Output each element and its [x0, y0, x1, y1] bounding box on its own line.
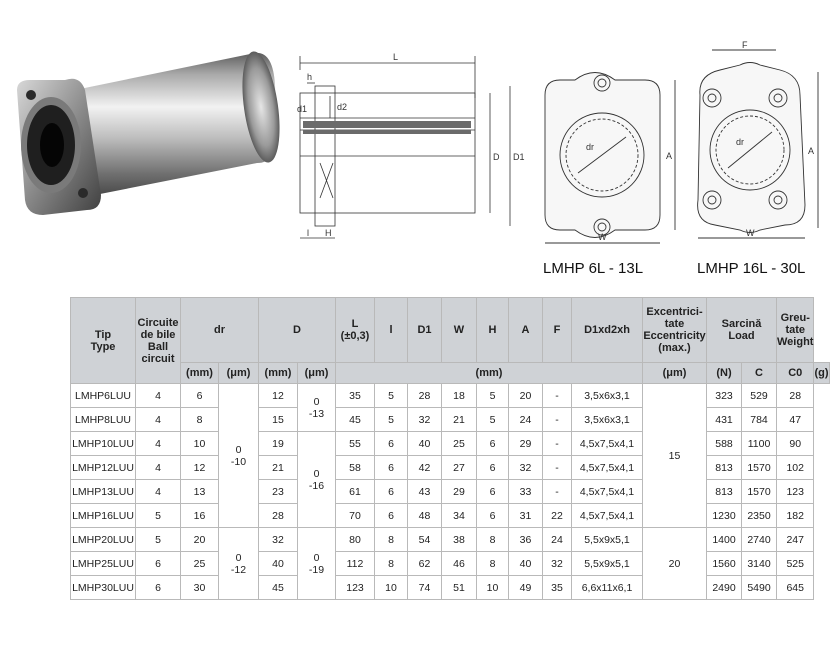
- cell-D1: 42: [408, 456, 442, 480]
- cell-C0: 5490: [742, 576, 777, 600]
- cell-dr: 8: [181, 408, 219, 432]
- unit-dr-mm: (mm): [181, 363, 219, 384]
- cell-circuit: 6: [136, 576, 181, 600]
- cell-W: 27: [442, 456, 477, 480]
- unit-load-n: (N): [707, 363, 742, 384]
- cell-type: LMHP30LUU: [71, 576, 136, 600]
- cell-W: 25: [442, 432, 477, 456]
- cell-F: 32: [543, 552, 572, 576]
- cell-dr: 6: [181, 384, 219, 408]
- cell-A: 33: [509, 480, 543, 504]
- cell-W: 29: [442, 480, 477, 504]
- cell-weight: 645: [777, 576, 814, 600]
- cell-F: -: [543, 384, 572, 408]
- cell-H: 8: [477, 528, 509, 552]
- dim-D: D: [493, 152, 500, 162]
- cell-weight: 247: [777, 528, 814, 552]
- cell-D: 23: [259, 480, 298, 504]
- dim-dr: dr: [736, 137, 745, 147]
- dim-h: h: [307, 72, 313, 82]
- header-W: W: [442, 298, 477, 363]
- dim-W: W: [746, 228, 755, 238]
- cell-D: 45: [259, 576, 298, 600]
- header-L: L (±0,3): [336, 298, 375, 363]
- dim-dr: dr: [586, 142, 595, 152]
- dim-H: H: [325, 228, 332, 238]
- cell-type: LMHP12LUU: [71, 456, 136, 480]
- cell-A: 36: [509, 528, 543, 552]
- cell-d: 4,5x7,5x4,1: [572, 456, 643, 480]
- cell-D1: 48: [408, 504, 442, 528]
- cell-type: LMHP8LUU: [71, 408, 136, 432]
- specs-table: [70, 297, 830, 600]
- cell-C0: 3140: [742, 552, 777, 576]
- caption-lmhp-16l-30l: LMHP 16L - 30L: [697, 260, 806, 277]
- cell-weight: 90: [777, 432, 814, 456]
- cell-C0: 529: [742, 384, 777, 408]
- cell-d: 4,5x7,5x4,1: [572, 480, 643, 504]
- cell-A: 29: [509, 432, 543, 456]
- cell-C: 813: [707, 456, 742, 480]
- header-dr: dr: [181, 298, 259, 363]
- cell-C0: 2740: [742, 528, 777, 552]
- header-C0: C0: [777, 363, 814, 384]
- cell-C: 588: [707, 432, 742, 456]
- cell-C: 2490: [707, 576, 742, 600]
- cell-dr: 16: [181, 504, 219, 528]
- cell-eccentricity: 15: [643, 384, 707, 528]
- cell-C0: 2350: [742, 504, 777, 528]
- flange-hole: [26, 90, 36, 100]
- dim-A: A: [808, 146, 815, 156]
- header-D1xd2xh: D1xd2xh: [572, 298, 643, 363]
- cell-D: 15: [259, 408, 298, 432]
- cell-L: 80: [336, 528, 375, 552]
- front-view-large: [690, 40, 830, 240]
- cell-D1: 40: [408, 432, 442, 456]
- header-load: Sarcină Load: [707, 298, 777, 363]
- cell-W: 46: [442, 552, 477, 576]
- table-row: [71, 480, 830, 504]
- cell-H: 10: [477, 576, 509, 600]
- cell-dr: 12: [181, 456, 219, 480]
- cell-W: 21: [442, 408, 477, 432]
- header-ball-circuit: Circuite de bile Ball circuit: [136, 298, 181, 384]
- product-photo: [5, 45, 285, 260]
- cell-type: LMHP20LUU: [71, 528, 136, 552]
- header-F: F: [543, 298, 572, 363]
- cell-circuit: 4: [136, 432, 181, 456]
- cell-C: 431: [707, 408, 742, 432]
- cell-l: 6: [375, 456, 408, 480]
- header-type: Tip Type: [71, 298, 136, 384]
- cell-weight: 28: [777, 384, 814, 408]
- cell-W: 51: [442, 576, 477, 600]
- cell-D1: 43: [408, 480, 442, 504]
- cell-W: 34: [442, 504, 477, 528]
- dim-A: A: [666, 151, 673, 161]
- cell-dr: 30: [181, 576, 219, 600]
- cell-H: 5: [477, 408, 509, 432]
- table-row: [71, 504, 830, 528]
- cell-F: 35: [543, 576, 572, 600]
- cell-A: 40: [509, 552, 543, 576]
- cell-H: 6: [477, 480, 509, 504]
- cell-A: 32: [509, 456, 543, 480]
- cell-D: 21: [259, 456, 298, 480]
- cell-d: 5,5x9x5,1: [572, 552, 643, 576]
- cell-d: 3,5x6x3,1: [572, 384, 643, 408]
- cell-l: 6: [375, 432, 408, 456]
- cell-weight: 123: [777, 480, 814, 504]
- cell-L: 58: [336, 456, 375, 480]
- cell-dr: 20: [181, 528, 219, 552]
- cell-D-tolerance: 0 -19: [298, 528, 336, 600]
- cell-D: 40: [259, 552, 298, 576]
- flange-hole: [78, 188, 88, 198]
- cell-W: 18: [442, 384, 477, 408]
- cell-type: LMHP13LUU: [71, 480, 136, 504]
- cell-F: -: [543, 456, 572, 480]
- cell-D-tolerance: 0 -13: [298, 384, 336, 432]
- cell-L: 123: [336, 576, 375, 600]
- cell-l: 6: [375, 480, 408, 504]
- unit-ecc-um: (μm): [643, 363, 707, 384]
- side-section-drawing: [285, 48, 525, 248]
- cell-D1: 62: [408, 552, 442, 576]
- dim-d1: d1: [297, 104, 308, 114]
- header-weight: Greu- tate Weight: [777, 298, 814, 363]
- cell-C: 323: [707, 384, 742, 408]
- cell-H: 5: [477, 384, 509, 408]
- cell-F: -: [543, 408, 572, 432]
- table-row: [71, 432, 830, 456]
- cell-type: LMHP10LUU: [71, 432, 136, 456]
- cell-circuit: 4: [136, 456, 181, 480]
- bearing-bore: [40, 123, 64, 167]
- dim-F: F: [742, 40, 748, 50]
- dim-W: W: [598, 232, 607, 242]
- cell-D: 28: [259, 504, 298, 528]
- cell-C: 1230: [707, 504, 742, 528]
- cell-A: 20: [509, 384, 543, 408]
- cell-L: 70: [336, 504, 375, 528]
- cell-D: 19: [259, 432, 298, 456]
- cell-C: 1560: [707, 552, 742, 576]
- cell-d: 3,5x6x3,1: [572, 408, 643, 432]
- table-row: [71, 552, 830, 576]
- cell-D1: 28: [408, 384, 442, 408]
- cell-d: 4,5x7,5x4,1: [572, 432, 643, 456]
- dim-l: l: [307, 228, 309, 238]
- cell-D: 32: [259, 528, 298, 552]
- cell-L: 35: [336, 384, 375, 408]
- cell-F: 24: [543, 528, 572, 552]
- cell-dr: 10: [181, 432, 219, 456]
- header-D: D: [259, 298, 336, 363]
- cell-l: 8: [375, 528, 408, 552]
- header-l: l: [375, 298, 408, 363]
- cell-F: -: [543, 432, 572, 456]
- cell-weight: 525: [777, 552, 814, 576]
- cell-eccentricity: 20: [643, 528, 707, 600]
- cell-H: 6: [477, 432, 509, 456]
- cell-C0: 784: [742, 408, 777, 432]
- cell-C0: 1570: [742, 480, 777, 504]
- cell-L: 55: [336, 432, 375, 456]
- cell-l: 8: [375, 552, 408, 576]
- table-row: [71, 528, 830, 552]
- cell-dr-tolerance: 0 -12: [219, 528, 259, 600]
- cell-circuit: 6: [136, 552, 181, 576]
- cell-weight: 47: [777, 408, 814, 432]
- dim-L: L: [393, 52, 399, 62]
- unit-weight-g: (g): [814, 363, 829, 384]
- cell-type: LMHP6LUU: [71, 384, 136, 408]
- cell-d: 5,5x9x5,1: [572, 528, 643, 552]
- cell-C: 813: [707, 480, 742, 504]
- caption-lmhp-6l-13l: LMHP 6L - 13L: [543, 260, 644, 277]
- cell-H: 6: [477, 456, 509, 480]
- cell-H: 6: [477, 504, 509, 528]
- header-H: H: [477, 298, 509, 363]
- cell-weight: 102: [777, 456, 814, 480]
- cell-type: LMHP16LUU: [71, 504, 136, 528]
- unit-D-um: (μm): [298, 363, 336, 384]
- cell-D1: 74: [408, 576, 442, 600]
- table-row: [71, 576, 830, 600]
- table-row: [71, 384, 830, 408]
- cell-L: 45: [336, 408, 375, 432]
- cell-A: 24: [509, 408, 543, 432]
- cell-dr: 13: [181, 480, 219, 504]
- unit-dims-mm: (mm): [336, 363, 643, 384]
- cell-W: 38: [442, 528, 477, 552]
- cell-circuit: 5: [136, 504, 181, 528]
- cell-D: 12: [259, 384, 298, 408]
- header-C: C: [742, 363, 777, 384]
- cell-D1: 32: [408, 408, 442, 432]
- cell-d: 6,6x11x6,1: [572, 576, 643, 600]
- table-row: [71, 456, 830, 480]
- cell-weight: 182: [777, 504, 814, 528]
- cell-A: 31: [509, 504, 543, 528]
- cell-type: LMHP25LUU: [71, 552, 136, 576]
- figure-area: [0, 0, 833, 290]
- header-D1: D1: [408, 298, 442, 363]
- cell-circuit: 4: [136, 480, 181, 504]
- unit-dr-um: (μm): [219, 363, 259, 384]
- table-row: [71, 408, 830, 432]
- cell-l: 5: [375, 384, 408, 408]
- cell-D1: 54: [408, 528, 442, 552]
- dim-d2: d2: [337, 102, 348, 112]
- unit-D-mm: (mm): [259, 363, 298, 384]
- cell-A: 49: [509, 576, 543, 600]
- cell-C0: 1100: [742, 432, 777, 456]
- cell-circuit: 5: [136, 528, 181, 552]
- cell-circuit: 4: [136, 408, 181, 432]
- cell-d: 4,5x7,5x4,1: [572, 504, 643, 528]
- cell-C: 1400: [707, 528, 742, 552]
- cell-l: 5: [375, 408, 408, 432]
- cell-D-tolerance: 0 -16: [298, 432, 336, 528]
- front-view-small: [540, 55, 680, 255]
- header-A: A: [509, 298, 543, 363]
- cell-C0: 1570: [742, 456, 777, 480]
- cell-L: 112: [336, 552, 375, 576]
- cell-F: -: [543, 480, 572, 504]
- dim-D1: D1: [513, 152, 525, 162]
- cell-dr: 25: [181, 552, 219, 576]
- cell-dr-tolerance: 0 -10: [219, 384, 259, 528]
- cell-F: 22: [543, 504, 572, 528]
- cell-H: 8: [477, 552, 509, 576]
- cell-l: 6: [375, 504, 408, 528]
- header-eccentricity: Excentrici- tate Eccentricity (max.): [643, 298, 707, 363]
- cell-circuit: 4: [136, 384, 181, 408]
- cell-L: 61: [336, 480, 375, 504]
- cell-l: 10: [375, 576, 408, 600]
